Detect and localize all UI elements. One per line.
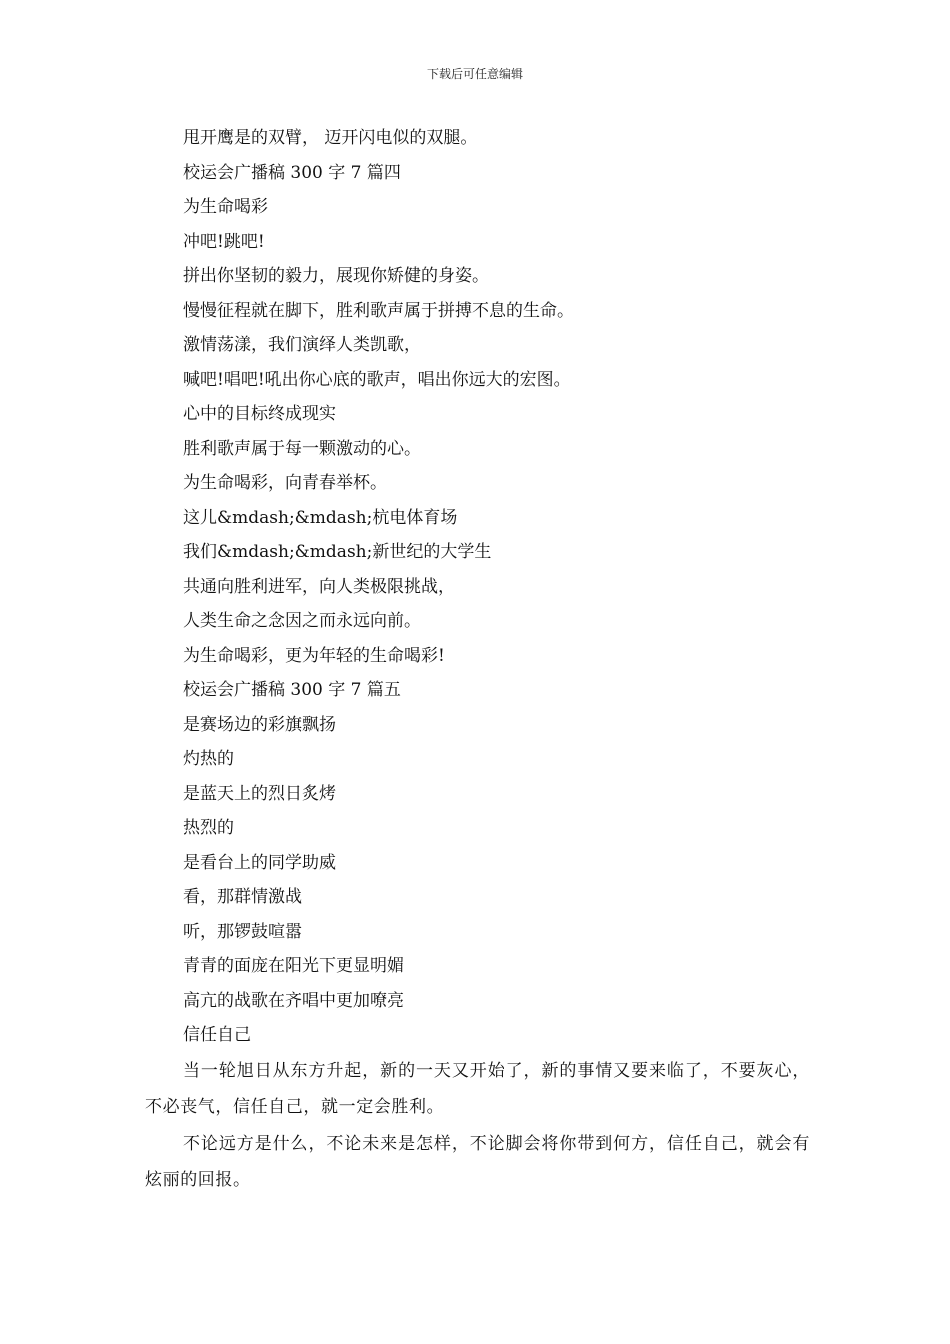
text-line: 甩开鹰是的双臂， 迈开闪电似的双腿。 bbox=[183, 128, 478, 148]
text-line: 青青的面庞在阳光下更显明媚 bbox=[183, 956, 404, 976]
text-line: 为生命喝彩，向青春举杯。 bbox=[183, 473, 387, 493]
text-line: 热烈的 bbox=[183, 818, 234, 838]
text-line: 是看台上的同学助威 bbox=[183, 852, 336, 873]
text-line: 喊吧!唱吧!吼出你心底的歌声，唱出你远大的宏图。 bbox=[183, 369, 571, 390]
text-line: 我们&mdash;&mdash;新世纪的大学生 bbox=[183, 542, 492, 562]
section-heading: 校运会广播稿 300 字 7 篇五 bbox=[183, 680, 401, 700]
text-line: 信任自己 bbox=[183, 1025, 251, 1045]
text-line: 是赛场边的彩旗飘扬 bbox=[183, 714, 336, 735]
text-line: 慢慢征程就在脚下，胜利歌声属于拼搏不息的生命。 bbox=[183, 300, 574, 321]
section-heading: 校运会广播稿 300 字 7 篇四 bbox=[183, 162, 401, 183]
text-line: 激情荡漾，我们演绎人类凯歌， bbox=[183, 335, 421, 355]
text-line: 心中的目标终成现实 bbox=[183, 404, 336, 424]
text-line: 高亢的战歌在齐唱中更加嘹亮 bbox=[183, 990, 404, 1011]
text-line: 人类生命之念因之而永远向前。 bbox=[183, 611, 421, 631]
text-line: 为生命喝彩，更为年轻的生命喝彩! bbox=[183, 645, 445, 666]
paragraph: 当一轮旭日从东方升起，新的一天又开始了，新的事情又要来临了，不要灰心，不必丧气，信任自己，就一定会胜利。 bbox=[145, 1060, 810, 1117]
text-line: 看，那群情激战 bbox=[183, 887, 302, 907]
text-line: 共通向胜利进军，向人类极限挑战， bbox=[183, 576, 455, 597]
text-line: 为生命喝彩 bbox=[183, 197, 268, 217]
text-line: 胜利歌声属于每一颗激动的心。 bbox=[183, 438, 421, 459]
text-line: 冲吧!跳吧! bbox=[183, 231, 265, 252]
document-body bbox=[145, 121, 810, 1199]
text-line: 是蓝天上的烈日炙烤 bbox=[183, 783, 336, 804]
page-header: 下载后可任意编辑 bbox=[426, 67, 523, 81]
paragraph: 不论远方是什么，不论未来是怎样，不论脚会将你带到何方，信任自己，就会有炫丽的回报。 bbox=[145, 1133, 810, 1190]
text-line: 灼热的 bbox=[183, 749, 234, 769]
text-line: 这儿&mdash;&mdash;杭电体育场 bbox=[183, 507, 458, 528]
text-line: 拼出你坚韧的毅力，展现你矫健的身姿。 bbox=[183, 266, 489, 286]
text-line: 听，那锣鼓喧嚣 bbox=[183, 921, 302, 942]
